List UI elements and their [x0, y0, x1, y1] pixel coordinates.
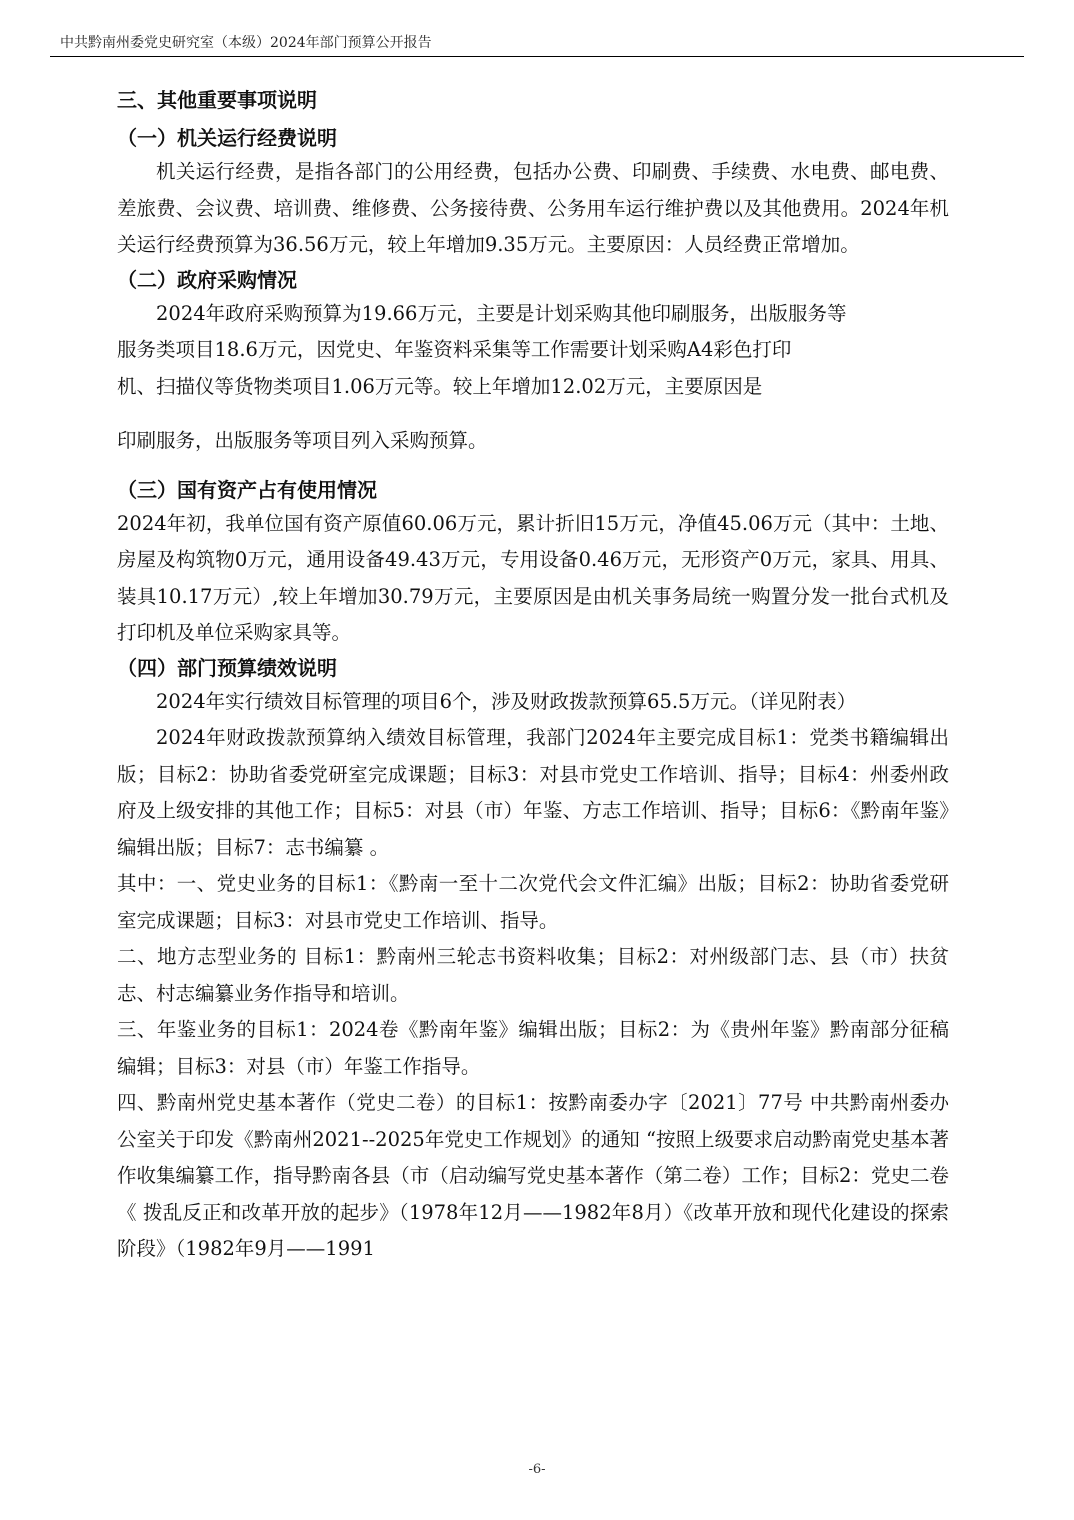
- paragraph-performance-projects: 2024年实行绩效目标管理的项目6个，涉及财政拨款预算65.5万元。（详见附表）: [156, 689, 857, 713]
- procurement-line-2: 服务类项目18.6万元，因党史、年鉴资料采集等工作需要计划采购A4彩色打印: [117, 338, 792, 361]
- procurement-line-3: 机、扫描仪等货物类项目1.06万元等。较上年增加12.02万元，主要原因是: [117, 374, 763, 398]
- procurement-line-1: 2024年政府采购预算为19.66万元，主要是计划采购其他印刷服务，出版服务等: [156, 301, 847, 325]
- subsection-heading-performance: （四）部门预算绩效说明: [117, 655, 337, 680]
- paragraph-performance-targets: 2024年财政拨款预算纳入绩效目标管理，我部门2024年主要完成目标1：党类书籍编辑出版；目标2：协助省委党研室完成课题；目标3：对县市党史工作培训、指导；目标4：州委州政府及上级安排的其他工作；目标5：对县（市）年鉴、方志工作培训、指导；目标6：《黔南年鉴》编辑出版；目标7：志书编纂 。: [117, 726, 949, 859]
- paragraph-party-history-targets: 其中：一、党史业务的目标1：《黔南一至十二次党代会文件汇编》出版；目标2：协助省委党研室完成课题；目标3：对县市党史工作培训、指导。: [117, 872, 949, 932]
- subsection-heading-operating-expenses: （一）机关运行经费说明: [117, 126, 337, 150]
- section-heading-other-matters: 三、其他重要事项说明: [117, 88, 317, 112]
- paragraph-operating-expenses: 机关运行经费，是指各部门的公用经费，包括办公费、印刷费、手续费、水电费、邮电费、差旅费、会议费、培训费、维修费、公务接待费、公务用车运行维护费以及其他费用。2024年机关运行经费预算为36.56万元，较上年增加9.35万元。主要原因：人员经费正常增加。: [117, 160, 949, 256]
- paragraph-local-chronicle-targets: 二、地方志型业务的 目标1：黔南州三轮志书资料收集；目标2：对州级部门志、县（市）扶贫志、村志编纂业务作指导和培训。: [117, 945, 949, 1005]
- paragraph-yearbook-targets: 三、年鉴业务的目标1：2024卷《黔南年鉴》编辑出版；目标2：为《贵州年鉴》黔南部分征稿编辑；目标3：对县（市）年鉴工作指导。: [117, 1018, 949, 1078]
- subsection-heading-government-procurement: （二）政府采购情况: [117, 267, 297, 292]
- running-header: 中共黔南州委党史研究室（本级）2024年部门预算公开报告: [60, 35, 432, 51]
- document-body: [117, 84, 949, 1268]
- procurement-line-4: 印刷服务，出版服务等项目列入采购预算。: [117, 429, 488, 452]
- paragraph-state-assets: 2024年初，我单位国有资产原值60.06万元，累计折旧15万元，净值45.06万元（其中：土地、房屋及构筑物0万元，通用设备49.43万元，专用设备0.46万元，无形资产0万元，家具、用具、装具10.17万元）,较上年增加30.79万元，主要原因是由机关事务局统一购置分发一批台式机及打印机及单位采购家具等。: [117, 511, 949, 644]
- subsection-heading-state-assets: （三）国有资产占有使用情况: [117, 477, 377, 502]
- page-number: -6-: [528, 1462, 546, 1477]
- header-rule: [50, 56, 1024, 57]
- paragraph-party-history-volume-targets: 四、黔南州党史基本著作（党史二卷）的目标1：按黔南委办字〔2021〕77号 中共黔南州委办公室关于印发《黔南州2021--2025年党史工作规划》的通知 “按照上级要求启动黔南党史基本著作收集编纂工作，指导黔南各县（市（启动编写党史基本著作（第二卷）工作；目标2：党史二卷《 拨乱反正和改革开放的起步》（1978年12月——1982年8月）《改革开放和现代化建设的探索阶段》（1982年9月——1991: [117, 1091, 949, 1260]
